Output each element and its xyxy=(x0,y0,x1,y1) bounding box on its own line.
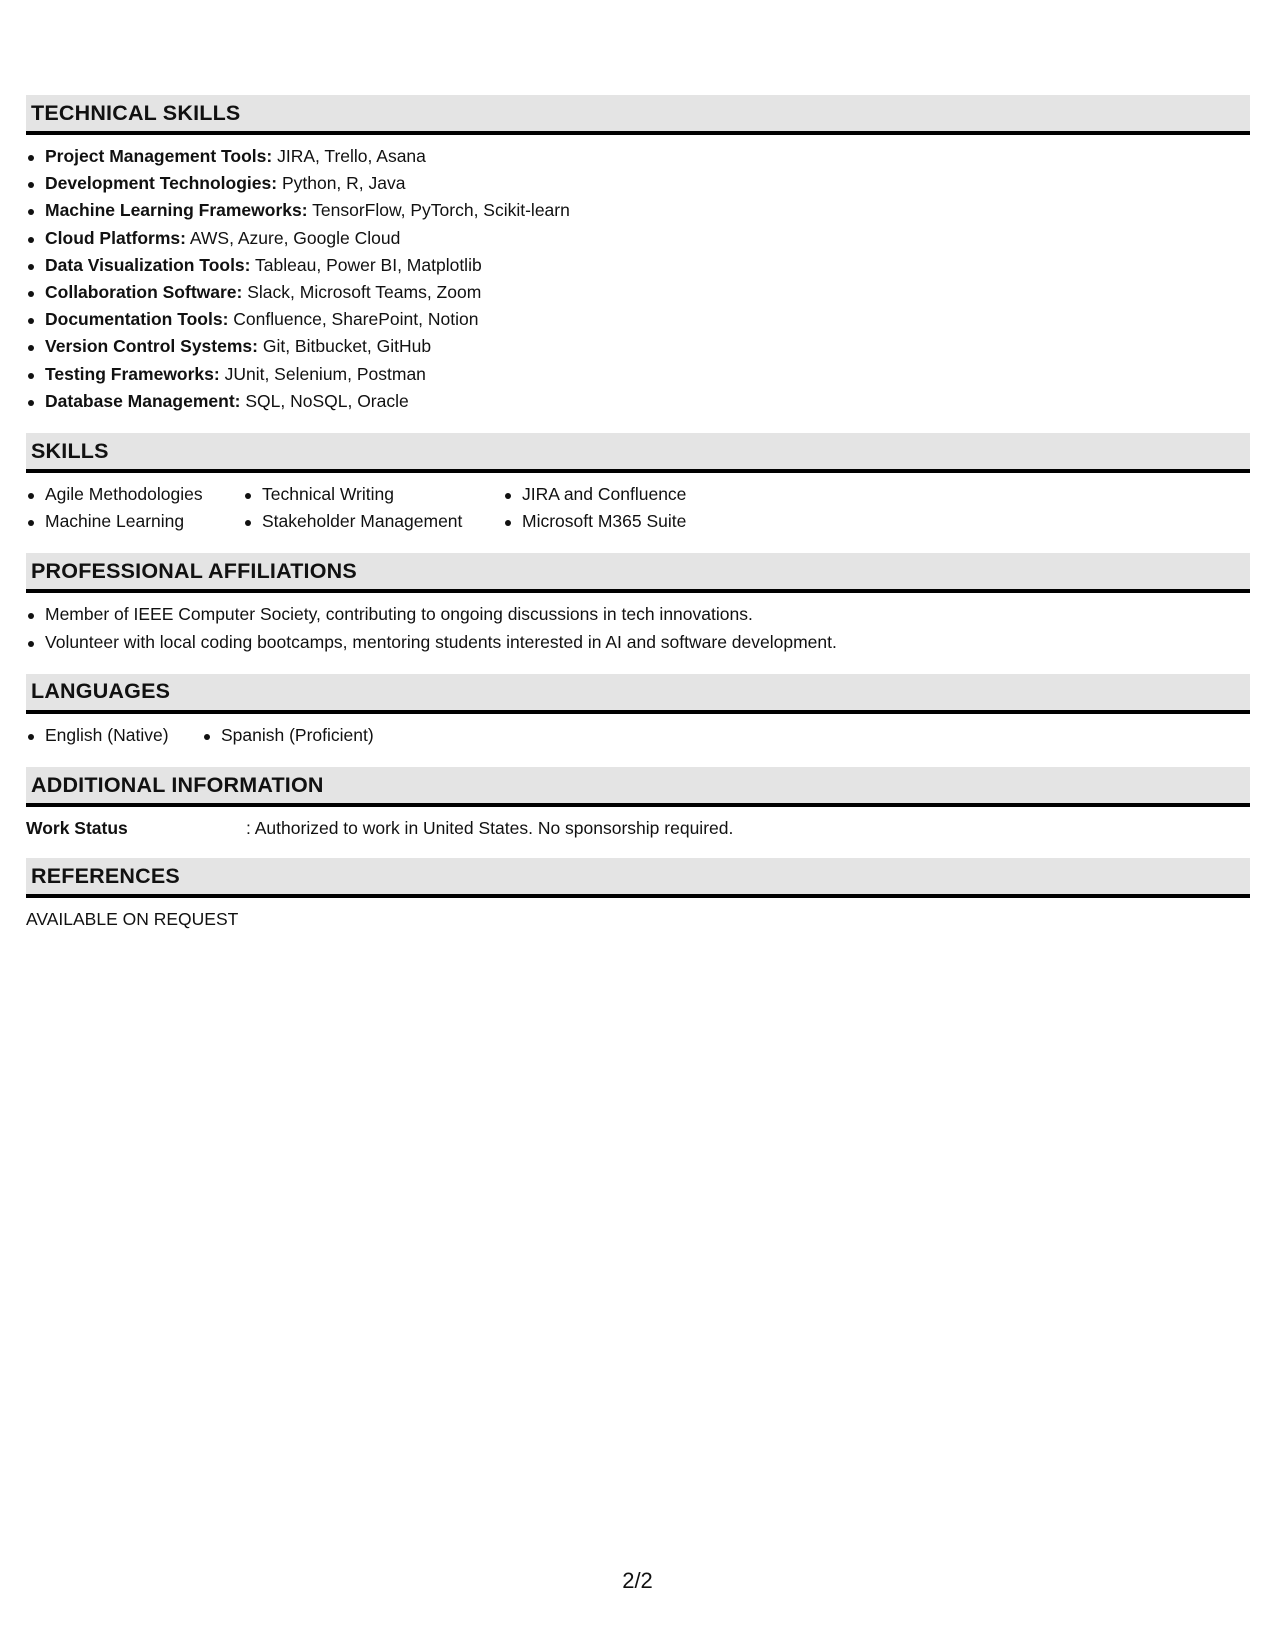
technical-skill-item xyxy=(26,143,1250,170)
technical-skill-label: Development Technologies: xyxy=(45,173,278,194)
affiliations-list xyxy=(26,601,1250,655)
resume-page xyxy=(26,95,1250,949)
skill-item: Machine Learning xyxy=(26,508,243,535)
skills-section xyxy=(26,433,1250,535)
technical-skill-label: Testing Frameworks: xyxy=(45,363,220,384)
languages-columns xyxy=(26,722,1250,749)
technical-skill-value: Python, R, Java xyxy=(277,173,406,194)
skills-columns xyxy=(26,481,1250,535)
affiliations-title: PROFESSIONAL AFFILIATIONS xyxy=(31,558,357,583)
references-header xyxy=(26,858,1250,898)
skill-item: Stakeholder Management xyxy=(243,508,503,535)
work-status-row xyxy=(26,816,1250,840)
technical-skill-value: JIRA, Trello, Asana xyxy=(272,146,426,166)
affiliations-header xyxy=(26,553,1250,593)
additional-info-header xyxy=(26,767,1250,807)
skill-item: JIRA and Confluence xyxy=(503,481,763,508)
technical-skills-list xyxy=(26,143,1250,415)
technical-skill-item xyxy=(26,388,1250,415)
technical-skill-value: AWS, Azure, Google Cloud xyxy=(185,227,401,248)
skills-column-3 xyxy=(503,481,763,535)
technical-skill-item xyxy=(26,361,1250,388)
references-title: REFERENCES xyxy=(31,863,180,888)
skills-column-1 xyxy=(26,481,243,535)
affiliation-item: Member of IEEE Computer Society, contributing to ongoing discussions in tech innovations. xyxy=(26,601,1250,628)
additional-info-title: ADDITIONAL INFORMATION xyxy=(31,772,324,797)
skill-item: Microsoft M365 Suite xyxy=(503,508,763,535)
technical-skill-value: Slack, Microsoft Teams, Zoom xyxy=(242,282,482,303)
technical-skill-item xyxy=(26,279,1250,306)
technical-skill-item xyxy=(26,170,1250,197)
languages-column-2 xyxy=(202,722,374,749)
skills-column-2 xyxy=(243,481,503,535)
references-text: AVAILABLE ON REQUEST xyxy=(26,909,239,930)
technical-skill-value: Git, Bitbucket, GitHub xyxy=(257,336,432,357)
technical-skill-value: Confluence, SharePoint, Notion xyxy=(228,309,479,330)
technical-skill-label: Collaboration Software: xyxy=(45,282,243,303)
technical-skill-value: JUnit, Selenium, Postman xyxy=(219,363,426,384)
technical-skill-item xyxy=(26,333,1250,360)
technical-skill-item xyxy=(26,225,1250,252)
technical-skill-label: Cloud Platforms: xyxy=(45,227,186,248)
technical-skill-label: Machine Learning Frameworks: xyxy=(45,200,308,221)
technical-skill-label: Documentation Tools: xyxy=(45,309,229,330)
technical-skills-header xyxy=(26,95,1250,135)
technical-skill-item xyxy=(26,252,1250,279)
technical-skills-section xyxy=(26,95,1250,415)
skills-header xyxy=(26,433,1250,473)
skills-title: SKILLS xyxy=(31,438,109,463)
technical-skill-item xyxy=(26,306,1250,333)
language-item: Spanish (Proficient) xyxy=(202,722,374,749)
affiliations-section xyxy=(26,553,1250,655)
languages-column-1 xyxy=(26,722,202,749)
languages-title: LANGUAGES xyxy=(31,679,171,704)
work-status-label: Work Status xyxy=(26,818,128,839)
technical-skill-label: Database Management: xyxy=(45,390,241,411)
references-section xyxy=(26,858,1250,931)
technical-skill-label: Project Management Tools: xyxy=(45,146,273,166)
technical-skill-value: SQL, NoSQL, Oracle xyxy=(240,390,409,411)
page-number: 2/2 xyxy=(622,1568,653,1593)
technical-skill-value: TensorFlow, PyTorch, Scikit-learn xyxy=(307,200,570,221)
languages-section xyxy=(26,674,1250,749)
language-item: English (Native) xyxy=(26,722,202,749)
technical-skill-label: Data Visualization Tools: xyxy=(45,254,251,275)
skill-item: Technical Writing xyxy=(243,481,503,508)
technical-skill-label: Version Control Systems: xyxy=(45,336,258,357)
skill-item: Agile Methodologies xyxy=(26,481,243,508)
affiliation-item: Volunteer with local coding bootcamps, mentoring students interested in AI and software development. xyxy=(26,629,1250,656)
technical-skill-value: Tableau, Power BI, Matplotlib xyxy=(250,254,482,275)
technical-skills-title: TECHNICAL SKILLS xyxy=(31,100,241,125)
additional-info-section xyxy=(26,767,1250,840)
languages-header xyxy=(26,674,1250,714)
technical-skill-item xyxy=(26,197,1250,224)
work-status-value: : Authorized to work in United States. No sponsorship required. xyxy=(246,818,734,839)
